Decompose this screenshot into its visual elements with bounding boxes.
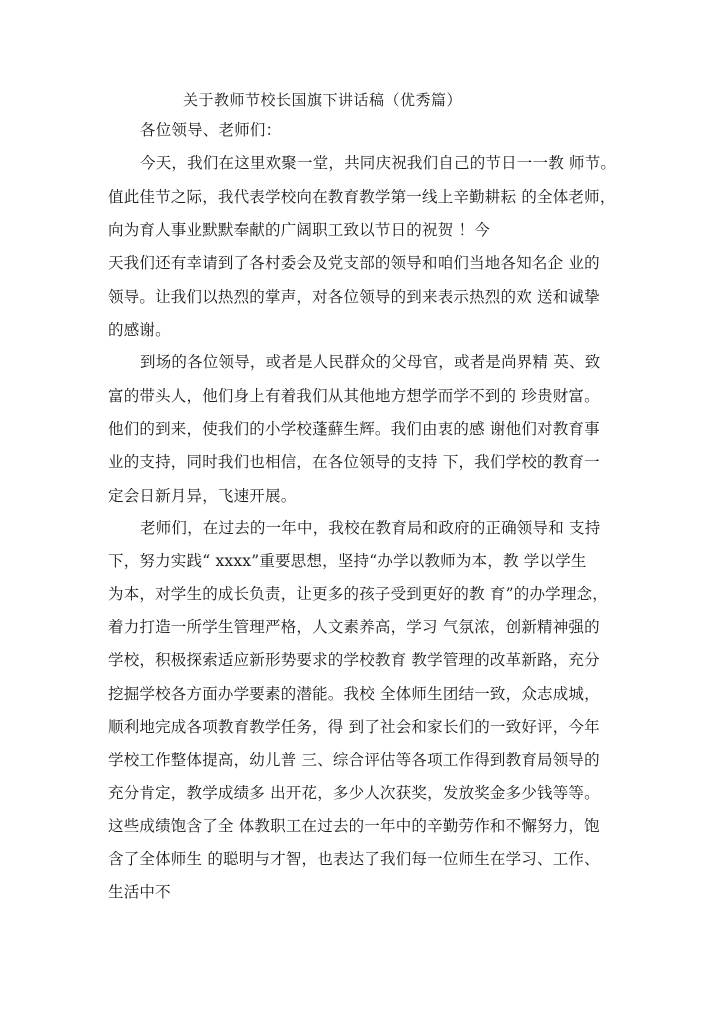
paragraph-line: 定会日新月异，飞速开展。 [108,487,297,505]
paragraph-line: 值此佳节之际，我代表学校向在教育教学第一线上辛勤耕耘 的全体老师， [108,188,616,206]
paragraph-line: 学校工作整体提高，幼儿普 三、综合评估等各项工作得到教育局领导的 [108,751,600,769]
salutation-line: 各位领导、老师们： [140,121,282,139]
paragraph-line: 生活中不 [108,883,171,901]
paragraph-line: 天我们还有幸请到了各村委会及党支部的领导和咱们当地各知名企 业的 [108,254,600,272]
document-title: 关于教师节校长国旗下讲话稿（优秀篇） [182,91,462,109]
paragraph-line: 学校，积极探索适应新形势要求的学校教育 教学管理的改革新路，充分 [108,651,600,669]
paragraph-line: 下，努力实践“ xxxx”重要思想，坚持“办学以教师为本，教 学以学生 [108,552,587,570]
paragraph-line: 含了全体师生 的聪明与才智，也表达了我们每一位师生在学习、工作、 [108,850,600,868]
paragraph-line: 他们的到来，使我们的小学校蓬蘚生辉。我们由衷的感 谢他们对教育事 [108,420,600,438]
paragraph-line: 挖掘学校各方面办学要素的潜能。我校 全体师生团结一致，众志成城， [108,685,600,703]
paragraph-line: 业的支持，同时我们也相信，在各位领导的支持 下，我们学校的教育一 [108,453,600,471]
paragraph-line: 着力打造一所学生管理严格，人文素养高，学习 气氛浓，创新精神强的 [108,618,600,636]
paragraph-line: 顺利地完成各项教育教学任务，得 到了社会和家长们的一致好评，今年 [108,718,600,736]
paragraph-line: 向为育人事业默默奉献的广阔职工致以节日的祝贺 ！今 [108,221,490,239]
paragraph-line: 的感谢。 [108,321,171,339]
paragraph-line: 为本，对学生的成长负责，让更多的孩子受到更好的教 育”的办学理念， [108,585,608,603]
paragraph-line: 这些成绩饱含了全 体教职工在过去的一年中的辛勤劳作和不懈努力，饱 [108,817,600,835]
paragraph-line: 今天，我们在这里欢聚一堂，共同庆祝我们自己的节日一一教 师节。 [140,154,617,172]
paragraph-line: 富的带头人，他们身上有着我们从其他地方想学而学不到的 珍贵财富。 [108,387,600,405]
paragraph-line: 到场的各位领导，或者是人民群众的父母官，或者是尚界精 英、致 [140,353,601,371]
paragraph-line: 领导。让我们以热烈的掌声，对各位领导的到来表示热烈的欢 送和诚挚 [108,288,600,306]
paragraph-line: 充分肯定，教学成绩多 出开花，多少人次获奖，发放奖金多少钱等等。 [108,784,600,802]
paragraph-line: 老师们，在过去的一年中，我校在教育局和政府的正确领导和 支持 [140,519,601,537]
